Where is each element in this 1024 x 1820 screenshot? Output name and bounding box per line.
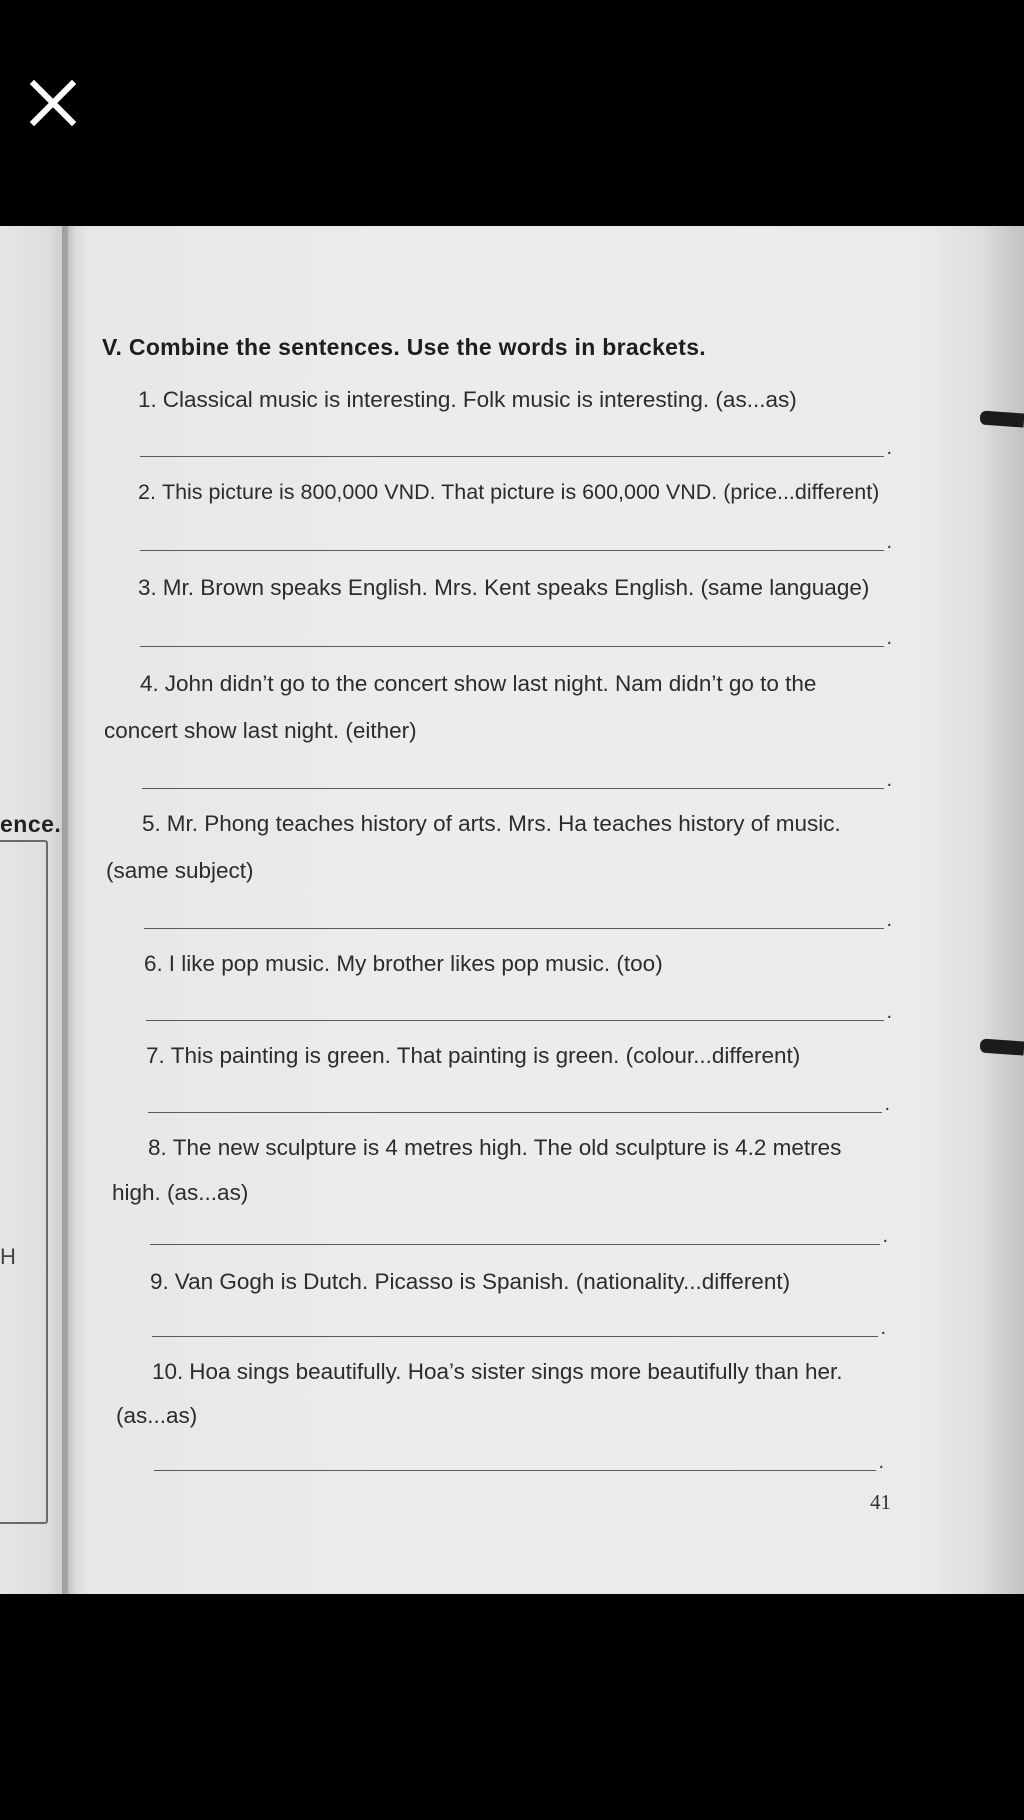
left-page-text: ence. <box>0 811 62 837</box>
question-6: 6. I like pop music. My brother likes pop music. (too) <box>144 951 663 976</box>
question-8: 8. The new sculpture is 4 metres high. The old sculpture is 4.2 metres <box>148 1135 842 1160</box>
answer-line-10[interactable] <box>154 1470 876 1471</box>
bookmark-tab <box>980 1038 1024 1055</box>
book-spine-shadow <box>62 226 88 1594</box>
question-10-continued: (as...as) <box>116 1403 198 1428</box>
question-5: 5. Mr. Phong teaches history of arts. Mrs. Ha teaches history of music. <box>142 811 841 836</box>
question-3: 3. Mr. Brown speaks English. Mrs. Kent speaks English. (same language) <box>138 575 870 600</box>
page-edge <box>982 226 1024 1594</box>
question-1: 1. Classical music is interesting. Folk music is interesting. (as...as) <box>138 387 797 412</box>
left-page-box <box>0 840 48 1524</box>
question-8-continued: high. (as...as) <box>112 1180 249 1205</box>
answer-line-3[interactable] <box>140 646 884 647</box>
answer-line-4[interactable] <box>142 788 884 789</box>
section-title: V. Combine the sentences. Use the words in brackets. <box>102 334 706 360</box>
question-4: 4. John didn’t go to the concert show last night. Nam didn’t go to the <box>140 671 817 696</box>
bookmark-tab <box>980 410 1024 427</box>
answer-line-8[interactable] <box>150 1244 880 1245</box>
answer-line-2[interactable] <box>140 550 884 551</box>
close-button[interactable] <box>22 72 84 134</box>
worksheet-page <box>100 226 920 1594</box>
answer-line-7[interactable] <box>148 1112 882 1113</box>
question-4-continued: concert show last night. (either) <box>104 718 417 743</box>
question-9: 9. Van Gogh is Dutch. Picasso is Spanish. (nationality...different) <box>150 1269 791 1294</box>
close-icon <box>22 72 84 134</box>
question-5-continued: (same subject) <box>106 858 254 883</box>
left-page-glyph: H <box>0 1244 16 1269</box>
question-10: 10. Hoa sings beautifully. Hoa’s sister sings more beautifully than her. <box>152 1359 843 1384</box>
answer-line-6[interactable] <box>146 1020 884 1021</box>
page-number: 41 <box>870 1490 891 1514</box>
question-2: 2. This picture is 800,000 VND. That picture is 600,000 VND. (price...different) <box>138 480 880 504</box>
left-facing-page <box>0 226 68 1594</box>
answer-line-9[interactable] <box>152 1336 878 1337</box>
answer-line-5[interactable] <box>144 928 884 929</box>
worksheet-photo[interactable] <box>0 226 1024 1594</box>
question-7: 7. This painting is green. That painting is green. (colour...different) <box>146 1043 801 1068</box>
answer-line-1[interactable] <box>140 456 884 457</box>
